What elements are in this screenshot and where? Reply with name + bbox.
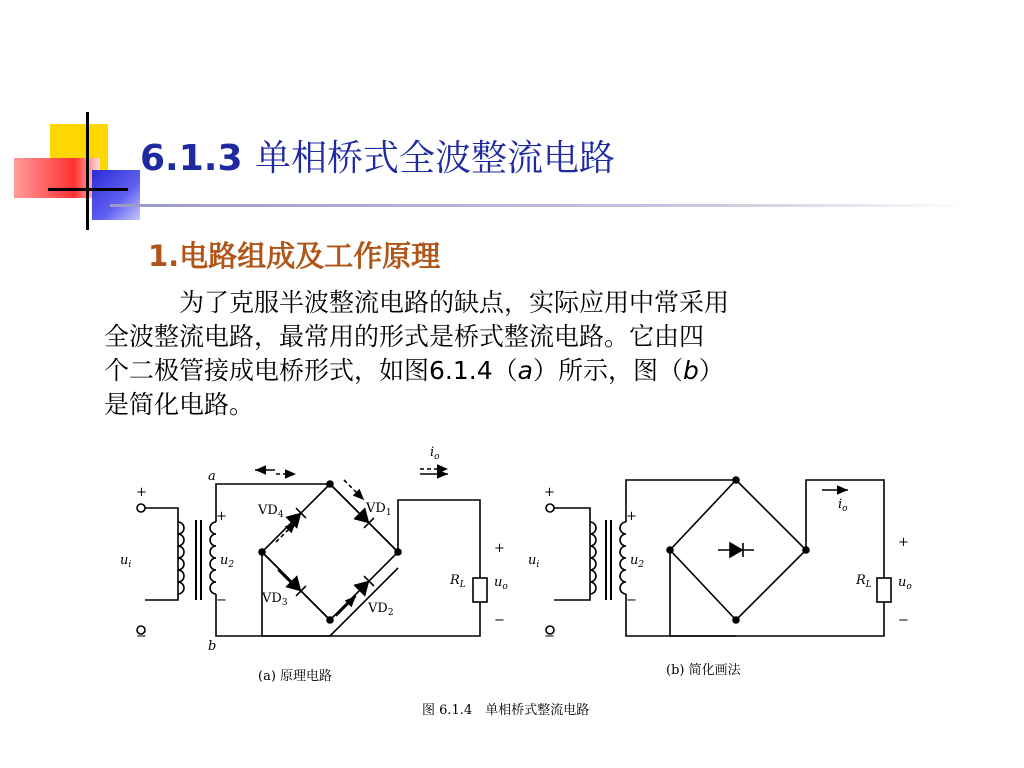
svg-text:−: − — [626, 593, 637, 608]
label-io: $i_o$ — [430, 445, 440, 462]
paragraph-line-4: 是简化电路。 — [104, 390, 255, 419]
subcaption-a: (a) 原理电路 — [258, 669, 333, 684]
secondary-coil — [210, 522, 216, 594]
label-plus-out: + — [494, 541, 505, 556]
label-ui: $u_i$ — [120, 553, 132, 570]
paragraph-line-3 — [104, 354, 934, 388]
circuit-b-labels — [528, 485, 912, 678]
label-minus-secondary: − — [216, 593, 227, 608]
svg-text:+: + — [544, 485, 555, 500]
diode-symbol-b — [718, 543, 754, 557]
label-plus-input: + — [136, 485, 147, 500]
label-uo: $u_o$ — [494, 575, 508, 592]
wire-out-top — [398, 500, 480, 578]
figure-caption: 图 6.1.4 单相桥式整流电路 — [422, 703, 590, 718]
section-number: 1. — [148, 239, 180, 273]
svg-text:io: $i_o$ — [838, 497, 848, 514]
ref-a: a — [517, 356, 533, 385]
paren-close: ） — [698, 356, 724, 385]
label-a: a — [208, 469, 216, 484]
paragraph-line-3-text: 个二极管接成电桥形式，如图 — [104, 356, 430, 385]
decor-horizontal-line — [48, 188, 128, 191]
ref-b: b — [683, 356, 699, 385]
subcaption-b: (b) 简化画法 — [666, 663, 741, 678]
svg-text:RL: $R_L$ — [856, 573, 872, 590]
primary-coil — [178, 522, 184, 594]
title-number: 6.1.3 — [140, 138, 243, 179]
paragraph-line-2: 全波整流电路，最常用的形式是桥式整流电路。它由四 — [104, 322, 705, 351]
label-u2: $u_2$ — [220, 553, 235, 570]
label-plus-secondary: + — [216, 509, 227, 524]
svg-text:+: + — [898, 535, 909, 550]
title-text: 单相桥式全波整流电路 — [255, 138, 616, 179]
label-rl: $R_L$ — [450, 573, 466, 590]
label-minus-input: − — [136, 629, 147, 644]
label-b: b — [208, 639, 217, 654]
circuit-figure — [100, 440, 920, 740]
svg-text:−: − — [898, 613, 909, 628]
decor-vertical-line — [86, 112, 89, 230]
load-resistor-b — [877, 578, 891, 602]
label-vd1: $VD_1$ — [366, 501, 392, 518]
svg-text:ui: $u_i$ — [528, 553, 540, 570]
primary-winding-lead — [145, 508, 178, 600]
section-text: 电路组成及工作原理 — [179, 239, 441, 273]
section-heading — [148, 234, 440, 275]
figure-reference: 6.1.4 — [429, 356, 493, 385]
label-vd4: $VD_4$ — [258, 503, 284, 520]
decor-blue-square — [92, 170, 140, 220]
svg-text:uo: $u_o$ — [898, 575, 912, 592]
label-vd2: $VD_2$ — [368, 601, 394, 618]
title-underline — [110, 204, 970, 207]
body-paragraph — [104, 286, 934, 422]
load-resistor — [473, 578, 487, 602]
paren-open: （ — [492, 356, 518, 385]
svg-text:u2: $u_2$ — [630, 553, 645, 570]
paragraph-line-3-mid: ）所示，图（ — [532, 356, 683, 385]
page-title — [140, 130, 615, 181]
label-minus-out: − — [494, 613, 505, 628]
svg-text:−: − — [544, 629, 555, 644]
circuit-a — [137, 469, 487, 636]
svg-text:+: + — [626, 509, 637, 524]
input-terminal-top — [137, 504, 145, 512]
wire-a — [216, 484, 398, 552]
paragraph-line-1: 为了克服半波整流电路的缺点，实际应用中常采用 — [179, 288, 730, 317]
label-vd3: $VD_3$ — [262, 591, 288, 608]
